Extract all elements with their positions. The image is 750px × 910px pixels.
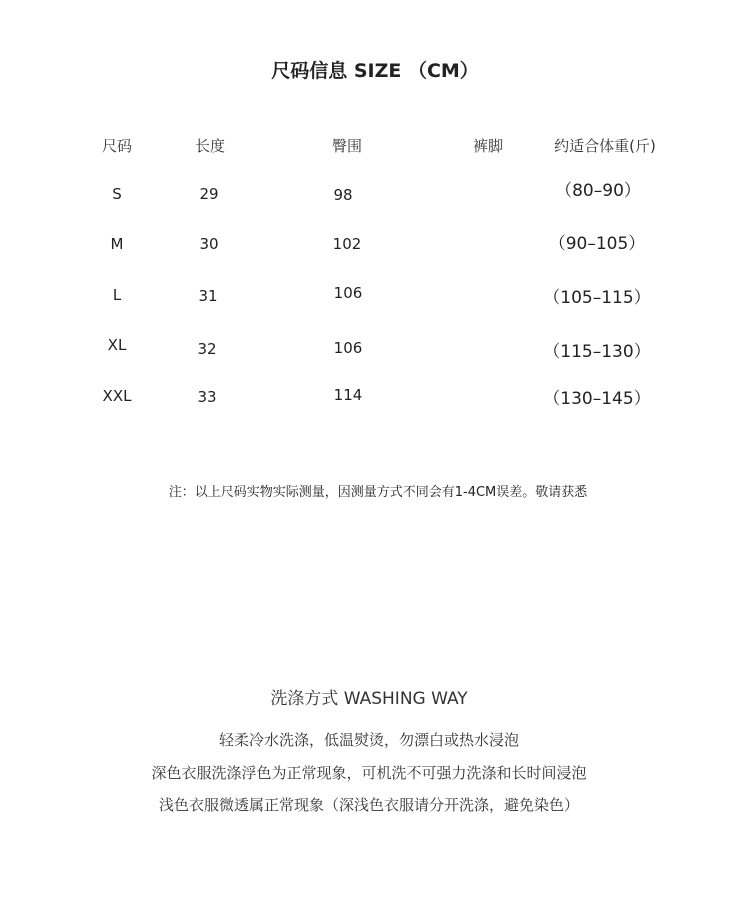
washing-line: 深色衣服洗涤浮色为正常现象，可机洗不可强力洗涤和长时间浸泡 [151, 764, 587, 782]
header-size: 尺码 [101, 137, 133, 155]
cell-size: S [112, 185, 122, 203]
cell-size: L [112, 286, 122, 304]
washing-line: 轻柔冷水洗涤，低温熨烫，勿漂白或热水浸泡 [218, 731, 520, 749]
cell-size: M [110, 235, 124, 253]
cell-length: 32 [197, 340, 217, 358]
cell-weight: （130–145） [543, 389, 651, 409]
cell-hip: 98 [333, 186, 353, 204]
measurement-note: 注：以上尺码实物实际测量，因测量方式不同会有1-4CM误差。敬请获悉 [168, 485, 588, 500]
cell-hip: 102 [332, 235, 362, 253]
cell-hip: 106 [333, 339, 363, 357]
cell-weight: （80–90） [555, 181, 641, 201]
header-length: 长度 [194, 137, 226, 155]
cell-hip: 114 [333, 386, 363, 404]
washing-line: 浅色衣服微透属正常现象（深浅色衣服请分开洗涤，避免染色） [158, 796, 580, 814]
size-title: 尺码信息 SIZE （CM） [271, 60, 479, 82]
cell-size: XXL [102, 387, 132, 405]
cell-weight: （105–115） [543, 288, 651, 308]
header-hip: 臀围 [331, 137, 363, 155]
cell-length: 29 [199, 185, 219, 203]
cell-length: 31 [198, 287, 218, 305]
cell-length: 30 [199, 235, 219, 253]
header-hem: 裤脚 [472, 137, 504, 155]
cell-size: XL [107, 336, 127, 354]
cell-length: 33 [197, 388, 217, 406]
cell-weight: （90–105） [548, 234, 646, 254]
header-weight: 约适合体重(斤) [554, 137, 656, 155]
cell-hip: 106 [333, 284, 363, 302]
cell-weight: （115–130） [543, 342, 651, 362]
washing-title: 洗涤方式 WASHING WAY [270, 689, 468, 709]
